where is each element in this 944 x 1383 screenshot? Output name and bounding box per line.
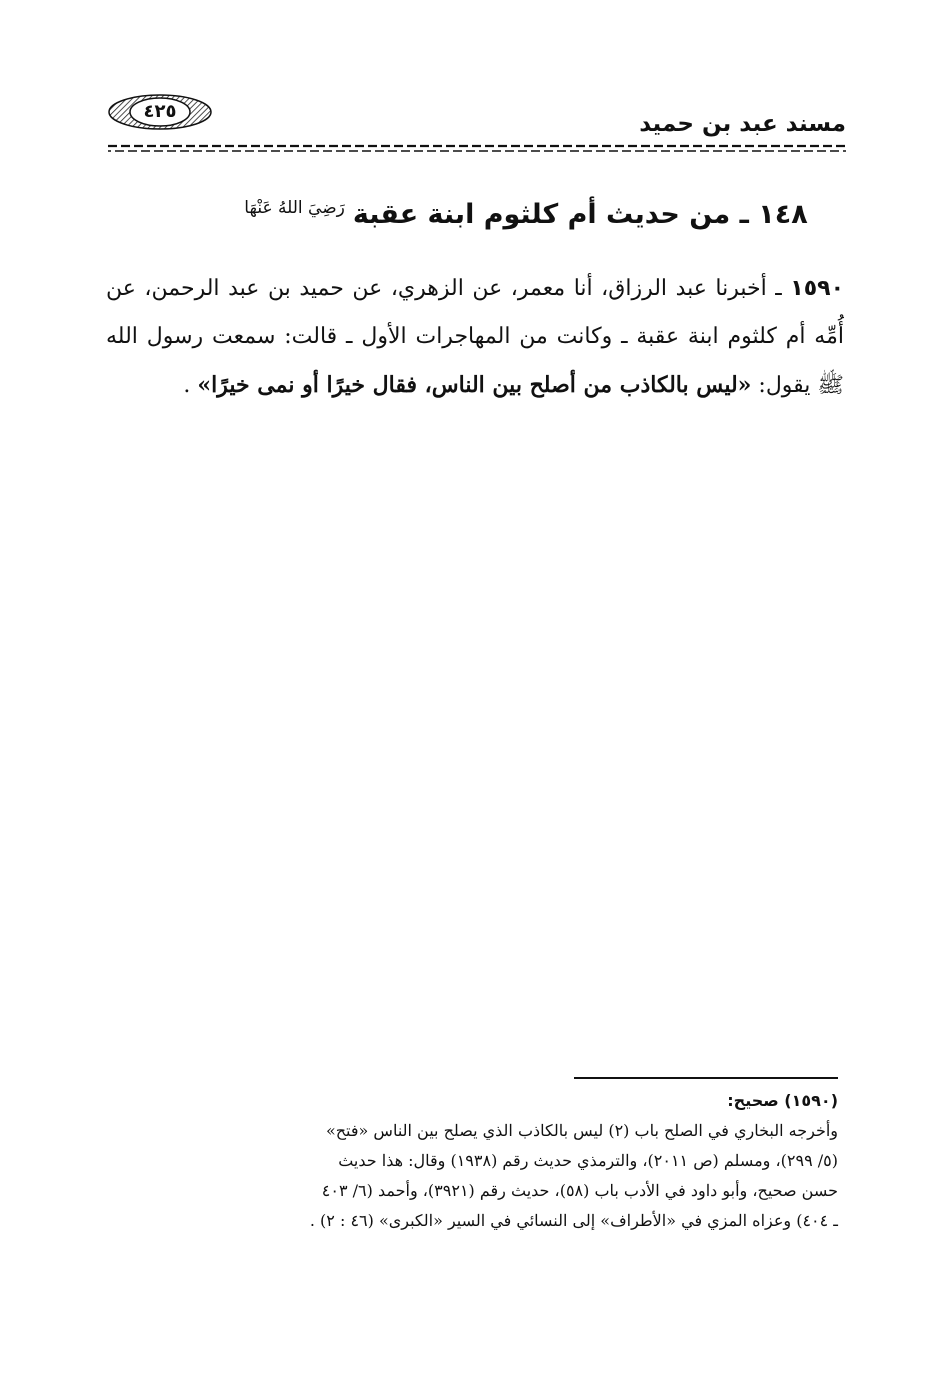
hadith-number: ١٥٩٠ [790,276,845,301]
header-divider [108,143,846,153]
footnote-head: (١٥٩٠) صحيح: [727,1091,838,1110]
footnote-line: ـ ٤٠٤) وعزاه المزي في «الأطراف» إلى النسائي في السير «الكبرى» (٤٦ : ٢) . [309,1211,838,1230]
hadith-isnad: ـ أخبرنا عبد الرزاق، أنا معمر، عن الزهري، عن حميد بن عبد الرحمن، عن أُمِّه أم كلثوم ابنة عقبة ـ وكانت من المهاجرات الأول ـ قالت: سمعت رسول الله ﷺ يقول: [106,276,844,398]
hadith-end: . [183,373,198,398]
chapter-heading [216,188,836,235]
page-number: ٤٢٥ [143,101,177,122]
footnotes [116,1086,838,1236]
chapter-title: ١٤٨ ـ من حديث أم كلثوم ابنة عقبة [352,199,808,230]
hadith-text [106,265,844,410]
hadith-matn: «ليس بالكاذب من أصلح بين الناس، فقال خيرًا أو نمى خيرًا» [197,372,752,398]
page-number-badge [108,94,212,130]
footnote-divider [574,1077,838,1079]
book-title: مسند عبد بن حميد [639,111,846,137]
footnote-line: حسن صحيح، وأبو داود في الأدب باب (٥٨)، حديث رقم (٣٩٢١)، وأحمد (٦/ ٤٠٣ [321,1181,838,1200]
honorific-glyph: رَضِيَ اللهُ عَنْهَا [244,198,345,218]
footnote-line: (٥/ ٢٩٩)، ومسلم (ص ٢٠١١)، والترمذي حديث رقم (١٩٣٨) وقال: هذا حديث [338,1151,838,1170]
running-header [108,92,846,142]
footnote-line: وأخرجه البخاري في الصلح باب (٢) ليس بالكاذب الذي يصلح بين الناس «فتح» [325,1121,838,1140]
